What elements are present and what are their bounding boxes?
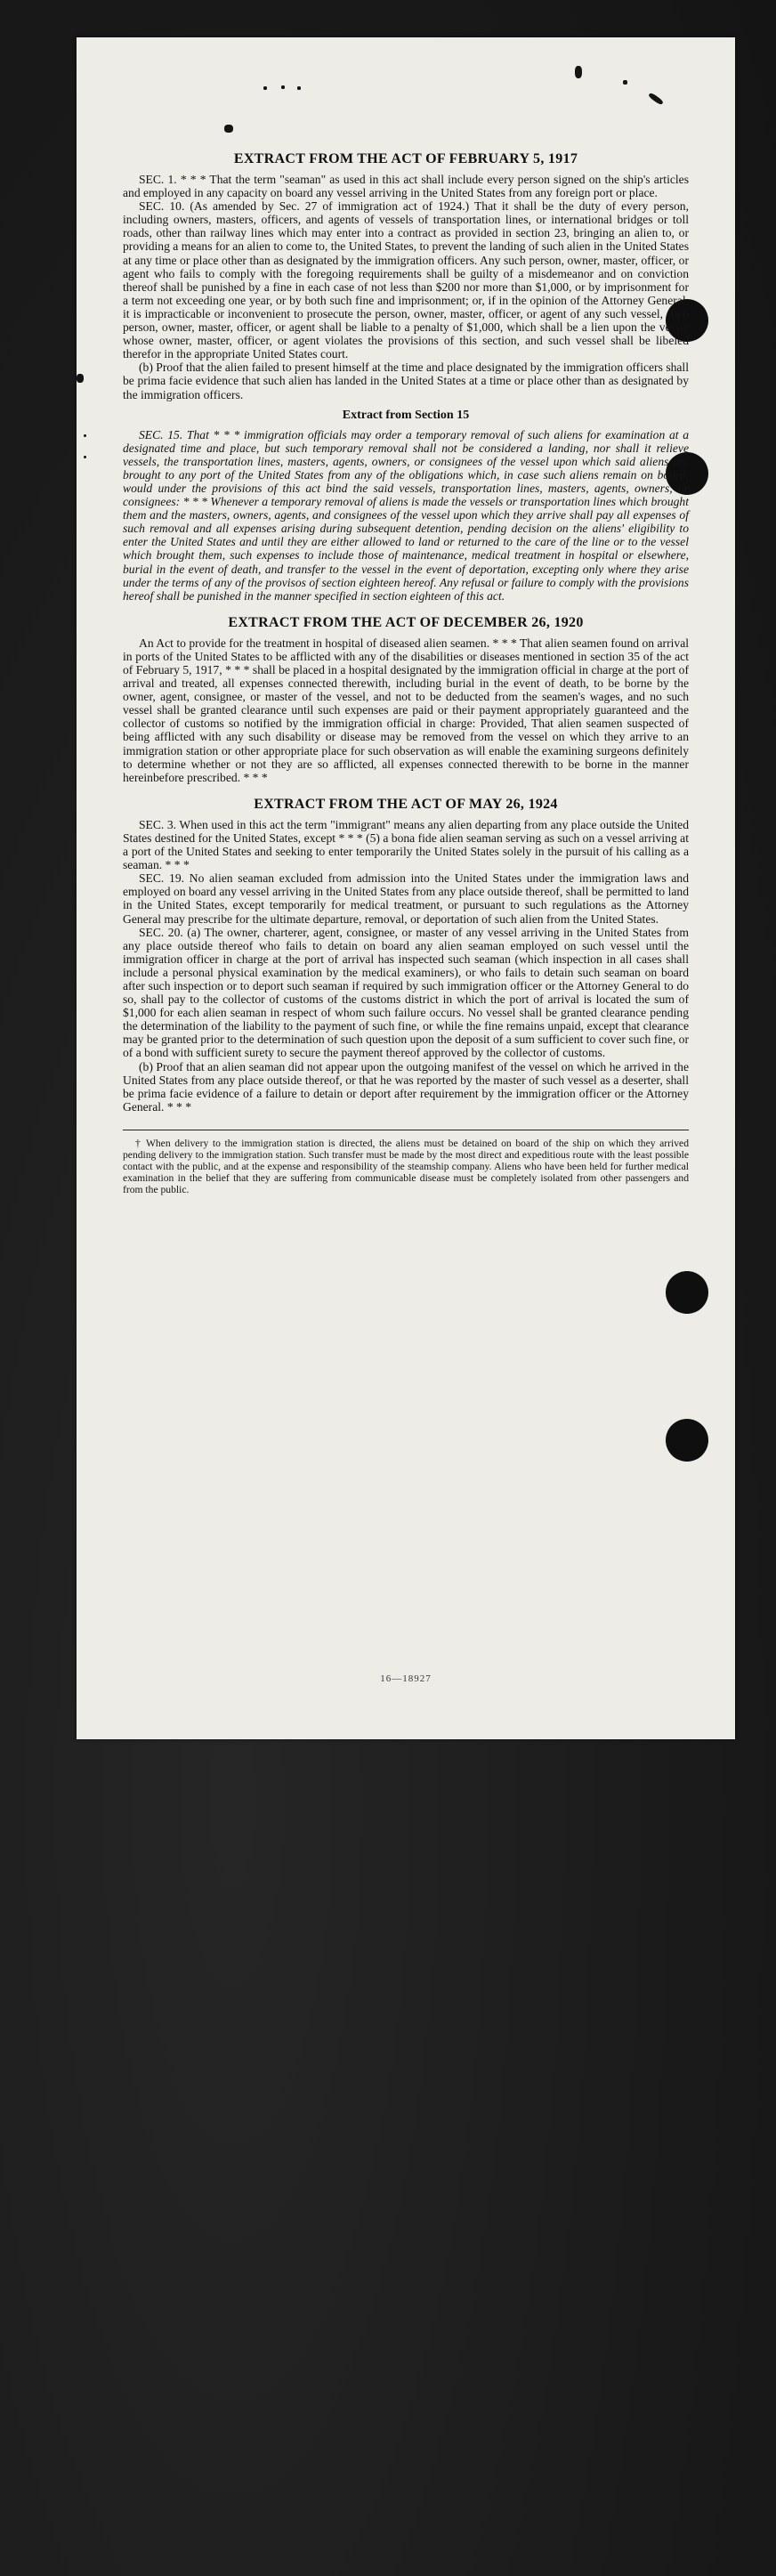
paragraph: SEC. 10. (As amended by Sec. 27 of immigration act of 1924.) That it shall be the duty of every person, including owners, masters, officers, and agents of vessels of transportation lines, or international bridges or toll roads, other than railway lines which may enter into a contract as provided in section 23, bringing an alien to, or providing a means for an alien to come to, the United States, to prevent the landing of such alien in the United States at any time or place other than as designated by the immigration officers. Any such person, owner, master, officer, or agent who fails to comply with the foregoing requirements shall be guilty of a misdemeanor and on conviction thereof shall be punished by a fine in each case of not less than $200 nor more than $1,000, or by imprisonment for a term not exceeding one year, or by both such fine and imprisonment; or, if in the opinion of the Attorney General, it is impracticable or inconvenient to prosecute the person, owner, master, officer, or agent of any such vessel, such person, owner, master, officer, or agent shall be liable to a penalty of $1,000, which shall be a lien upon the vessel whose owner, master, officer, or agent violates the provisions of this section, and such vessel shall be libeled therefor in the appropriate United States court. (123, 199, 689, 361)
ink-speck (648, 92, 664, 105)
paragraph: (b) Proof that the alien failed to present himself at the time and place designated by the immigration officers shall be prima facie evidence that such alien has landed in the United States at a time or place other than as designated by the immigration officers. (123, 360, 689, 401)
section-title-1917: EXTRACT FROM THE ACT OF FEBRUARY 5, 1917 (233, 151, 578, 166)
document-page (77, 37, 735, 1739)
punch-hole (666, 1271, 708, 1314)
ink-speck (84, 456, 86, 458)
print-code: 16—18927 (380, 1673, 432, 1684)
paragraph: An Act to provide for the treatment in hospital of diseased alien seamen. * * * That alien seamen found on arrival in ports of the United States to be afflicted with any of the disabilities or diseases mentioned in section 35 of the act of February 5, 1917, * * * shall be placed in a hospital designated by the immigration official in charge at the port of arrival and treated, all expenses connected therewith, including burial in the event of death, to be borne by the owner, agent, consignee, or master of the vessel, and not to be deducted from the seamen's wages, and no such vessel shall be granted clearance until such expenses are paid or their payment appropriately guaranteed and the collector of customs so notified by the immigration official in charge: Provided, That alien seamen suspected of being afflicted with any such disability or disease may be removed from the vessel on which they arrive to an immigration station or other appropriate place for such observation as will enable the examining surgeons definitely to determine whether or not they are so afflicted, all expenses connected therewith to be borne in the manner hereinbefore prescribed. * * * (123, 636, 689, 784)
paragraph: SEC. 1. * * * That the term "seaman" as used in this act shall include every person signed on the ship's articles and employed in any capacity on board any vessel arriving in the United States from any foreign port or place. (123, 173, 689, 200)
punch-hole (666, 1419, 708, 1462)
ink-speck (263, 86, 267, 90)
ink-speck (281, 85, 285, 89)
paragraph: (b) Proof that an alien seaman did not appear upon the outgoing manifest of the vessel on which he arrived in the United States from any place outside thereof, or that he was reported by the master of such vessel as a deserter, shall be prima facie evidence of a failure to detain or deport after requirement by the immigration officer or the Attorney General. * * * (123, 1059, 689, 1114)
ink-speck (84, 434, 86, 437)
ink-speck (77, 374, 84, 383)
ink-speck (575, 66, 582, 78)
section-title-1920: EXTRACT FROM THE ACT OF DECEMBER 26, 1920 (228, 614, 584, 630)
paragraph: SEC. 15. That * * * immigration officials may order a temporary removal of such aliens for examination at a designated time and place, but such temporary removal shall not be considered a landing, nor shall it relieve vessels, the transportation lines, masters, agents, owners, or consignees of the vessel upon which said aliens are brought to any port of the United States from any of the obligations which, in case such aliens remain on board, would under the provisions of this act bind the said vessels, transportation lines, masters, agents, owners, or consignees: * * * Whenever a temporary removal of aliens is made the vessels or transportation lines which brought them and the masters, owners, agents, and consignees of the vessel upon which they arrive shall pay all expenses of such removal and all expenses arising during subsequent detention, pending decision on the aliens' eligibility to enter the United States and until they are either allowed to land or returned to the care of the line or to the vessel which brought them, such expenses to include those of maintenance, medical treatment in hospital or elsewhere, burial in the event of death, and transfer to the vessel in the event of deportation, excepting only where they arise under the terms of any of the provisos of section eighteen hereof. Any refusal or failure to comply with the provisions hereof shall be punished in the manner specified in section eighteen of this act. (123, 427, 689, 603)
ink-speck (297, 86, 301, 90)
paragraph: SEC. 19. No alien seaman excluded from admission into the United States under the immigration laws and employed on board any vessel arriving in the United States from any place outside thereof, shall be permitted to land in the United States, except temporarily for medical treatment, or pursuant to such regulations as the Attorney General may prescribe for the ultimate departure, removal, or deportation of such alien from the United States. (123, 871, 689, 926)
ink-speck (224, 125, 233, 133)
paragraph: SEC. 20. (a) The owner, charterer, agent, consignee, or master of any vessel arriving in the United States from any place outside thereof who fails to detain on board any alien seaman employed on such vessel until the immigration officer in charge at the port of arrival has inspected such seaman (which inspection in all cases shall include a personal physical examination by the medical examiners), or who fails to detain such seaman on board after such inspection or to deport such seaman if required by such immigration officer or the Attorney General to do so, shall pay to the collector of customs of the customs district in which the port of arrival is located the sum of $1,000 for each alien seaman in respect of whom such failure occurs. No vessel shall be granted clearance pending the determination of the liability to the payment of such fine, or while the fine remains unpaid, except that clearance may be granted prior to the determination of such question upon the deposit of a sum sufficient to cover such fine, or of a bond with sufficient surety to secure the payment thereof approved by the collector of customs. (123, 925, 689, 1060)
section-subtitle-15: Extract from Section 15 (342, 408, 470, 422)
paragraph: SEC. 3. When used in this act the term "immigrant" means any alien departing from any place outside the United States destined for the United States, except * * * (5) a bona fide alien seaman serving as such on a vessel arriving at a port of the United States and seeking to enter temporarily the United States solely in the pursuit of his calling as a seaman. * * * (123, 817, 689, 872)
section-title-1924: EXTRACT FROM THE ACT OF MAY 26, 1924 (254, 796, 558, 812)
document-body (123, 151, 689, 1195)
ink-speck (623, 80, 627, 85)
footnote: † When delivery to the immigration station is directed, the aliens must be detained on board of the ship on which they arrived pending delivery to the immigration station. Such transfer must be made by the most direct and expeditious route with the least possible contact with the public, and at the expense and responsibility of the steamship company. Aliens who have been held for further medical examination in the belief that they are suffering from communicable disease must be completely isolated from other passengers and from the public. (123, 1137, 689, 1195)
